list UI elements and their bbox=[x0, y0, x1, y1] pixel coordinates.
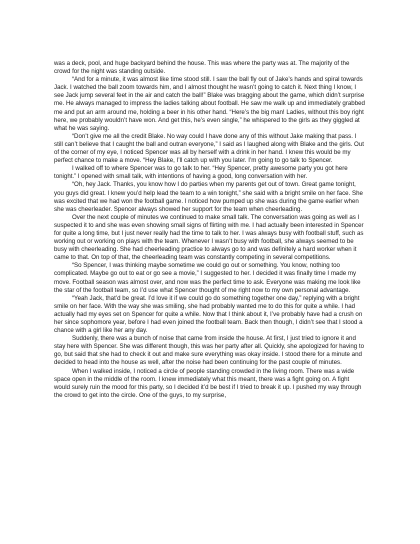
paragraph-8: “Yeah Jack, that’d be great. I’d love it if we could go do something together one day,” replying with a bright smile on her face. With the way she was smiling, she had probably wanted me to do this for quite a while. I had actually had my eyes set on Spencer for quite a while. Now that I think about it, I’ve probably have had a crush on her since sophomore year, before I had even joined the football team. Back then though, I didn’t see that I stood a chance with a girl like her any day. bbox=[54, 294, 363, 335]
paragraph-2: “And for a minute, it was almost like time stood still. I saw the ball fly out of Jake’s hands and spiral towards Jack. I watched the ball zoom towards him, and I almost thought he wasn’t going to catch it. Next thing I know, I see Jack jump several feet in the air and catch the ball!” Blake was bragging about the game, which didn’t surprise me. He always managed to impress the ladies talking about football. He saw me walk up and immediately grabbed me and put an arm around me, holding a beer in his other hand. “Here’s the big man! Ladies, without this boy right here, we probably wouldn’t have won. And get this, he’s even single,” he whispered to the girls as they giggled at what he was saying. bbox=[54, 76, 365, 132]
paragraph-1: was a deck, pool, and huge backyard behind the house. This was where the party was at. The majority of the crowd for the night was standing outside. bbox=[54, 60, 350, 76]
paragraph-5: “Oh, hey Jack. Thanks, you know how I do parties when my parents get out of town. Great game tonight, you guys did great. I knew you’d help lead the team to a win tonight,” she said with a bright smile on her face. She was excited that we had won the football game. I noticed how pumped up she was during the game earlier when she was cheerleader. Spencer always showed her support for the team when cheerleading. bbox=[54, 181, 363, 213]
paragraph-10: When I walked inside, I noticed a circle of people standing crowded in the living room. There was a wide space open in the middle of the room. I knew immediately what this meant, there was a fight going on. A fight would surely ruin the mood for this party, so I decided it’d be best if I tried to break it up. I pushed my way through the crowd to get into the circle. One of the guys, to my surprise, bbox=[54, 367, 362, 399]
document-page bbox=[54, 60, 366, 400]
paragraph-4: I walked off to where Spencer was to go talk to her. “Hey Spencer, pretty awesome party you got here tonight.” I opened with small talk, with intentions of having a good, long conversation with her. bbox=[54, 165, 348, 181]
paragraph-3: “Don’t give me all the credit Blake. No way could I have done any of this without Jake making that pass. I still can’t believe that I caught the ball and outran everyone,” I said as I laughed along with Blake and the girls. Out of the corner of my eye, I noticed Spencer was all by herself with a drink in her hand. I knew this would be my perfect chance to make a move. “Hey Blake, I’ll catch up with you later. I’m going to go talk to Spencer. bbox=[54, 132, 364, 165]
paragraph-7: “So Spencer, I was thinking maybe sometime we could go out or something. You know, nothing too complicated. Maybe go out to eat or go see a movie,” I suggested to her. I decided it was finally time I made my move. Football season was almost over, and now was the perfect time to ask. Everyone was making me look like the star of the football team, so I’d use what Spencer thought of me right now to my own personal advantage. bbox=[54, 262, 361, 294]
paragraph-6: Over the next couple of minutes we continued to make small talk. The conversation was going as well as I suspected it to and she was even showing small signs of flirting with me. I had actually been interested in Spencer for quite a long time, but I just never really had the time to talk to her. I was always busy with football stuff, such as working out or working on plays with the team. Whenever I wasn’t busy with football, she always seemed to be busy with cheerleading. She had cheerleading practice to always go to and was definitely a hard worker when it came to that. On top of that, the cheerleading team was constantly competing in several competitions. bbox=[54, 213, 364, 262]
paragraph-9: Suddenly, there was a bunch of noise that came from inside the house. At first, I just tried to ignore it and stay here with Spencer. She was different though, this was her party after all. Quickly, she apologized for having to go, but said that she had to check it out and make sure everything was okay inside. I stood there for a minute and decided to head into the house as well, after the noise had been continuing for the past couple of minutes. bbox=[54, 335, 365, 367]
